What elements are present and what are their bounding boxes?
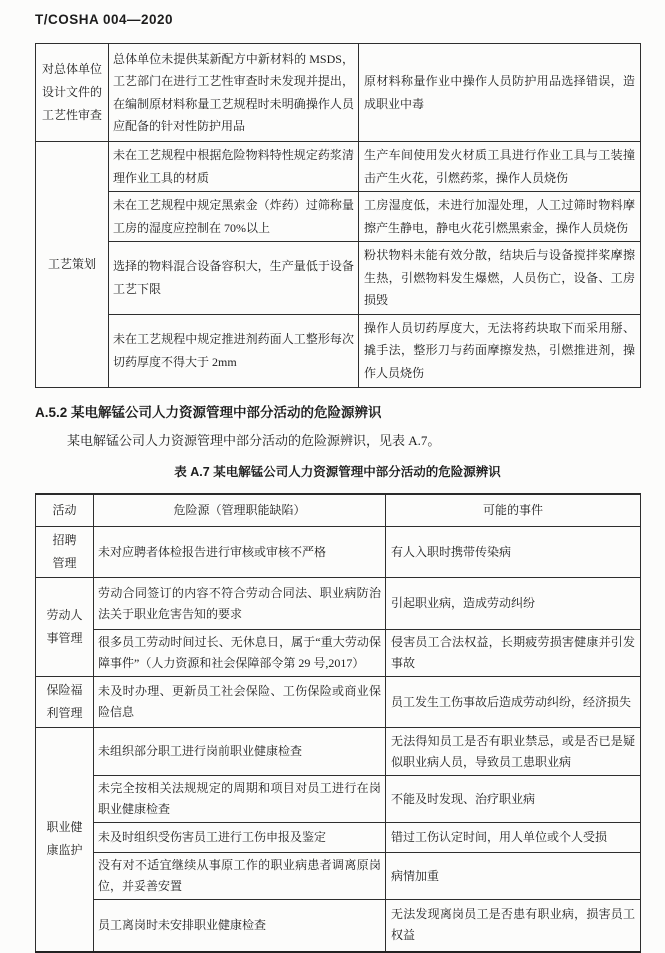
table-row [36,853,641,900]
header-activity: 活动 [36,494,94,527]
hazard-cell: 未及时办理、更新员工社会保险、工伤保险或商业保险信息 [94,677,386,728]
table-row [36,823,641,853]
activity-cell: 保险福利管理 [36,677,94,728]
activity-cell: 对总体单位设计文件的工艺性审查 [36,44,109,142]
hazard-cell: 劳动合同签订的内容不符合劳动合同法、职业病防治法关于职业危害告知的要求 [94,578,386,630]
hazard-cell: 没有对不适宜继续从事原工作的职业病患者调离原岗位，并妥善安置 [94,853,386,900]
table-row [36,900,641,952]
hazard-cell: 未在工艺规程中规定推进剂药面人工整形每次切药厚度不得大于 2mm [109,314,359,387]
doc-number: T/COSHA 004—2020 [35,12,174,27]
event-cell: 不能及时发现、治疗职业病 [386,776,641,823]
hazard-cell: 未及时组织受伤害员工进行工伤申报及鉴定 [94,823,386,853]
table-row [36,578,641,630]
event-cell: 无法得知员工是否有职业禁忌，或是否已是疑似职业病人员，导致员工患职业病 [386,728,641,776]
hazard-cell: 员工离岗时未安排职业健康检查 [94,900,386,952]
table-row [36,314,641,387]
activity-cell: 职业健康监护 [36,728,94,952]
hazard-cell: 未在工艺规程中规定黑索金（炸药）过筛称量工房的湿度应控制在 70%以上 [109,192,359,242]
section-heading: A.5.2 某电解锰公司人力资源管理中部分活动的危险源辨识 [35,404,382,420]
event-cell: 生产车间使用发火材质工具进行作业工具与工装撞击产生火花，引燃药浆，操作人员烧伤 [359,142,641,192]
event-cell: 工房湿度低，未进行加湿处理，人工过筛时物料摩擦产生静电，静电火花引燃黑索金，操作人员烧伤 [359,192,641,242]
event-cell: 引起职业病，造成劳动纠纷 [386,578,641,630]
event-cell: 病情加重 [386,853,641,900]
table-row [36,44,641,142]
hazard-cell: 未组织部分职工进行岗前职业健康检查 [94,728,386,776]
header-event: 可能的事件 [386,494,641,527]
hr-hazard-table [35,493,641,953]
table-row [36,630,641,677]
header-hazard: 危险源（管理职能缺陷） [94,494,386,527]
section-paragraph: 某电解锰公司人力资源管理中部分活动的危险源辨识，见表 A.7。 [67,432,441,448]
event-cell: 操作人员切药厚度大，无法将药块取下而采用掰、撬手法，整形刀与药面摩擦发热，引燃推进剂，操作人员烧伤 [359,314,641,387]
event-cell: 粉状物料未能有效分散，结块后与设备搅拌桨摩擦生热，引燃物料发生爆燃，人员伤亡，设备、工房损毁 [359,242,641,315]
hazard-cell: 未对应聘者体检报告进行审核或审核不严格 [94,527,386,578]
table-header-row [36,494,641,527]
table-row [36,728,641,776]
activity-cell: 劳动人事管理 [36,578,94,677]
process-hazard-table [35,43,641,388]
table-row [36,527,641,578]
event-cell: 无法发现离岗员工是否患有职业病，损害员工权益 [386,900,641,952]
table-row [36,192,641,242]
table-caption: 表 A.7 某电解锰公司人力资源管理中部分活动的危险源辨识 [174,464,501,479]
table-row [36,677,641,728]
event-cell: 有人入职时携带传染病 [386,527,641,578]
hazard-cell: 未完全按相关法规规定的周期和项目对员工进行在岗职业健康检查 [94,776,386,823]
event-cell: 错过工伤认定时间，用人单位或个人受损 [386,823,641,853]
activity-cell: 工艺策划 [36,142,109,388]
hazard-cell: 总体单位未提供某新配方中新材料的 MSDS，工艺部门在进行工艺性审查时未发现并提出，在编制原材料称量工艺规程时未明确操作人员应配备的针对性防护用品 [109,44,359,142]
event-cell: 侵害员工合法权益，长期疲劳损害健康并引发事故 [386,630,641,677]
event-cell: 原材料称量作业中操作人员防护用品选择错误，造成职业中毒 [359,44,641,142]
table-row [36,776,641,823]
table-row [36,242,641,315]
hazard-cell: 选择的物料混合设备容积大，生产量低于设备工艺下限 [109,242,359,315]
table-row [36,142,641,192]
activity-cell: 招聘管理 [36,527,94,578]
event-cell: 员工发生工伤事故后造成劳动纠纷，经济损失 [386,677,641,728]
hazard-cell: 未在工艺规程中根据危险物料特性规定药浆清理作业工具的材质 [109,142,359,192]
hazard-cell: 很多员工劳动时间过长、无休息日，属于“重大劳动保障事件”（人力资源和社会保障部令第 29 号,2017） [94,630,386,677]
